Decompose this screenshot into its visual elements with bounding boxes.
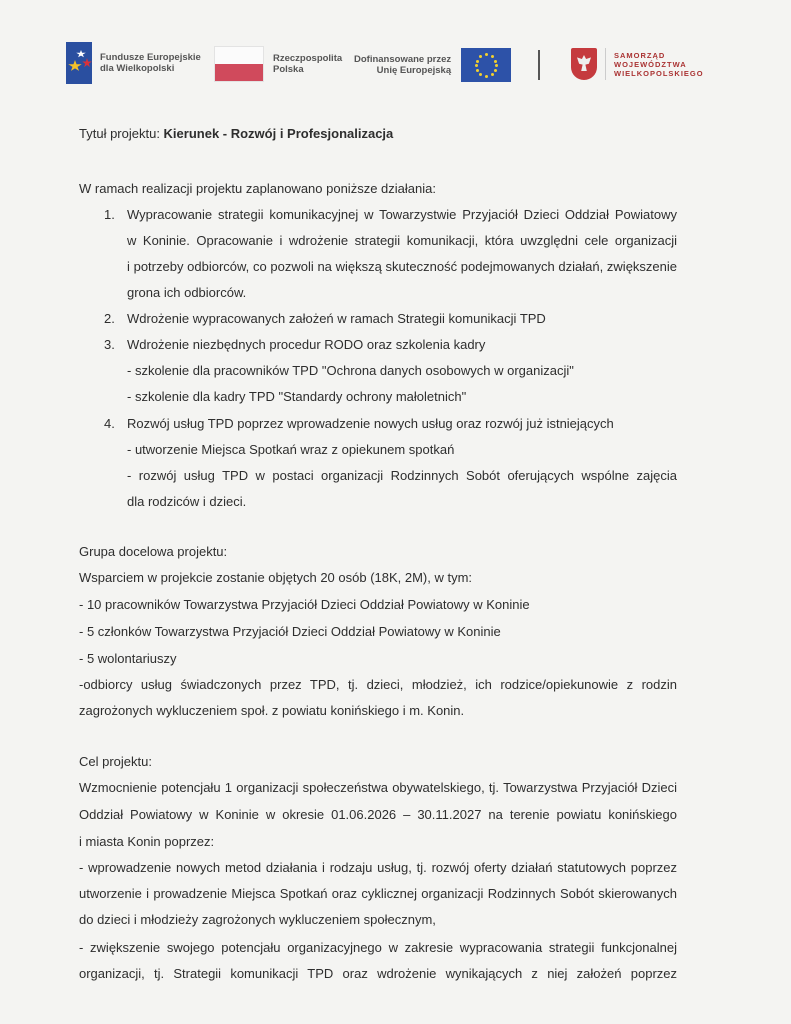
goal-line: Wzmocnienie potencjału 1 organizacji społeczeństwa obywatelskiego, tj. Towarzystwa Przyjaciół Dzieci bbox=[79, 780, 677, 795]
goal-line: organizacji, tj. Strategii komunikacji TPD oraz wdrożenie wynikających z niej założeń poprzez bbox=[79, 966, 677, 981]
fundusze-europejskie-logo bbox=[66, 42, 201, 84]
fe-star-icon bbox=[66, 42, 92, 84]
polish-flag-icon bbox=[214, 46, 264, 82]
list-number: 1. bbox=[104, 207, 115, 222]
list-item-line: - szkolenie dla kadry TPD "Standardy ochrony małoletnich" bbox=[127, 389, 467, 404]
goal-line: - zwiększenie swojego potencjału organizacyjnego w zakresie wypracowania strategii funkcjonalnej bbox=[79, 940, 677, 955]
header-logos bbox=[66, 42, 706, 86]
sw-logo-text-2: WOJEWÓDZTWA bbox=[614, 59, 687, 69]
project-title-value: Kierunek - Rozwój i Profesjonalizacja bbox=[163, 126, 394, 141]
pl-logo-text-2: Polska bbox=[273, 64, 304, 75]
goal-heading: Cel projektu: bbox=[79, 754, 152, 769]
fe-logo-text-2: dla Wielkopolski bbox=[100, 63, 175, 74]
logo-divider bbox=[538, 50, 540, 80]
pl-logo-text-1: Rzeczpospolita bbox=[273, 53, 343, 64]
goal-line: - wprowadzenie nowych metod działania i rodzaju usług, tj. rozwój oferty działań statutowych poprzez bbox=[79, 860, 677, 875]
list-item-line: Rozwój usług TPD poprzez wprowadzenie nowych usług oraz rozwój już istniejących bbox=[127, 416, 614, 431]
target-group-line: - 5 wolontariuszy bbox=[79, 651, 177, 666]
list-number: 3. bbox=[104, 337, 115, 352]
goal-line: do dzieci i młodzieży zagrożonych wykluczeniem społecznym, bbox=[79, 912, 436, 927]
list-item-line: - utworzenie Miejsca Spotkań wraz z opiekunem spotkań bbox=[127, 442, 455, 457]
target-group-heading: Grupa docelowa projektu: bbox=[79, 544, 228, 559]
list-item-line: i potrzeby odbiorców, co pozwoli na większą skuteczność podejmowanych działań, zwiększenie bbox=[127, 259, 677, 274]
list-item-line: w Koninie. Opracowanie i wdrożenie strategii komunikacji, która uwzględni cele organizacji bbox=[127, 233, 677, 248]
eu-logo-text-1: Dofinansowane przez bbox=[354, 54, 452, 65]
list-item-line: - rozwój usług TPD w postaci organizacji Rodzinnych Sobót oferujących wspólne zajęcia bbox=[127, 468, 677, 483]
target-group-line: Wsparciem w projekcie zostanie objętych 20 osób (18K, 2M), w tym: bbox=[79, 570, 473, 585]
list-number: 2. bbox=[104, 311, 115, 326]
list-item-line: Wdrożenie wypracowanych założeń w ramach Strategii komunikacji TPD bbox=[127, 311, 546, 326]
goal-line: i miasta Konin poprzez: bbox=[79, 834, 215, 849]
list-number: 4. bbox=[104, 416, 115, 431]
eu-flag-icon bbox=[461, 48, 511, 82]
rzeczpospolita-logo bbox=[214, 46, 342, 82]
project-title bbox=[79, 126, 393, 141]
sw-logo-text-1: SAMORZĄD bbox=[614, 50, 666, 60]
sw-logo-text-3: WIELKOPOLSKIEGO bbox=[614, 68, 704, 78]
target-group-line: -odbiorcy usług świadczonych przez TPD, tj. dzieci, młodzież, ich rodzice/opiekunowie z rodzin bbox=[79, 677, 677, 692]
eu-logo bbox=[354, 48, 511, 82]
eu-logo-text-2: Unię Europejską bbox=[376, 65, 452, 76]
coat-of-arms-icon bbox=[571, 48, 597, 80]
project-title-label: Tytuł projektu: bbox=[79, 126, 164, 141]
target-group-line: - 10 pracowników Towarzystwa Przyjaciół Dzieci Oddział Powiatowy w Koninie bbox=[79, 597, 530, 612]
fe-logo-text-1: Fundusze Europejskie bbox=[100, 52, 201, 63]
goal-line: Oddział Powiatowy w Koninie w okresie 01.06.2026 – 30.11.2027 na terenie powiatu konińskiego bbox=[79, 807, 677, 822]
list-item-line: Wdrożenie niezbędnych procedur RODO oraz szkolenia kadry bbox=[127, 337, 486, 352]
list-item-line: - szkolenie dla pracowników TPD "Ochrona danych osobowych w organizacji" bbox=[127, 363, 574, 378]
list-item-line: Wypracowanie strategii komunikacyjnej w Towarzystwie Przyjaciół Dzieci Oddział Powiatowy bbox=[127, 207, 677, 222]
goal-line: utworzenie i prowadzenie Miejsca Spotkań oraz cyklicznej organizacji Rodzinnych Sobót skierowanych bbox=[79, 886, 677, 901]
list-item-line: dla rodziców i dzieci. bbox=[127, 494, 247, 509]
samorzad-logo bbox=[571, 48, 704, 80]
list-item-line: grona ich odbiorców. bbox=[127, 285, 247, 300]
activities-intro: W ramach realizacji projektu zaplanowano poniższe działania: bbox=[79, 181, 436, 196]
target-group-line: - 5 członków Towarzystwa Przyjaciół Dzieci Oddział Powiatowy w Koninie bbox=[79, 624, 501, 639]
target-group-line: zagrożonych wykluczeniem społ. z powiatu konińskiego i m. Konin. bbox=[79, 703, 465, 718]
